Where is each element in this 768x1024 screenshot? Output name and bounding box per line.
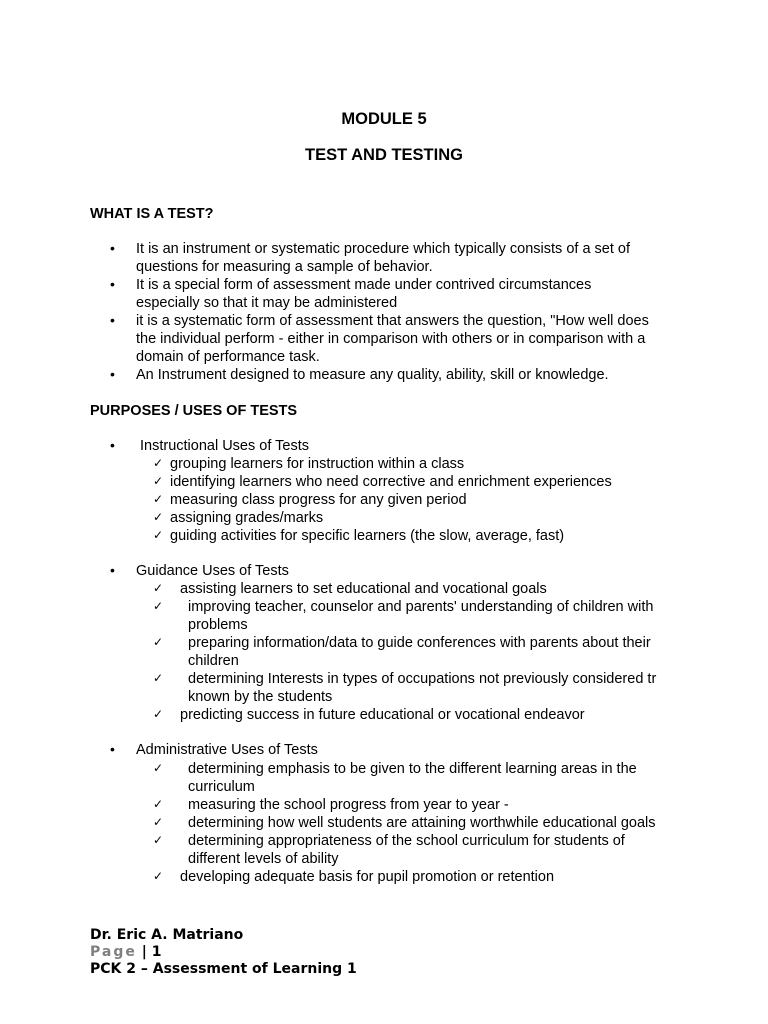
checkmark-icon: ✓ [153,761,164,775]
check-item-text: measuring the school progress from year to year - [188,797,509,813]
bullet-icon: • [110,741,115,757]
check-item-text: improving teacher, counselor and parents' understanding of children with problems [188,599,654,633]
list-item-label: Guidance Uses of Tests [136,563,289,579]
checkmark-icon: ✓ [153,671,164,685]
check-item-text: determining appropriateness of the school curriculum for students of different levels of ability [188,833,625,867]
bullet-icon: • [110,240,115,256]
page-separator: | [136,944,152,960]
footer-author: Dr. Eric A. Matriano [90,927,244,943]
list-item-text: It is an instrument or systematic procedure which typically consists of a set of questions for measuring a sample of behavior. [136,241,631,275]
page-label: Page [90,944,137,960]
section-heading-what-is-a-test: WHAT IS A TEST? [90,206,214,222]
checkmark-icon: ✓ [153,869,164,883]
check-item-text: guiding activities for specific learners (the slow, average, fast) [170,528,565,544]
check-item-text: predicting success in future educational or vocational endeavor [180,707,585,723]
page-title: TEST AND TESTING [305,146,463,164]
list-item-text: it is a systematic form of assessment that answers the question, "How well does the individual perform - either in comparison with others or in comparison with a domain of performance task. [136,313,649,365]
section-heading-purposes: PURPOSES / USES OF TESTS [90,403,298,419]
checkmark-icon: ✓ [153,510,164,524]
check-item-text: determining emphasis to be given to the different learning areas in the curriculum [188,761,637,795]
checkmark-icon: ✓ [153,474,164,488]
check-item-text: assisting learners to set educational and vocational goals [180,581,547,597]
bullet-icon: • [110,366,115,382]
bullet-icon: • [110,437,115,453]
footer-course: PCK 2 – Assessment of Learning 1 [90,961,357,977]
checkmark-icon: ✓ [153,635,164,649]
module-title: MODULE 5 [341,110,427,128]
checkmark-icon: ✓ [153,492,164,506]
checkmark-icon: ✓ [153,707,164,721]
checkmark-icon: ✓ [153,833,164,847]
list-item-label: Administrative Uses of Tests [136,742,318,758]
check-item-text: identifying learners who need corrective and enrichment experiences [170,474,612,490]
check-item-text: measuring class progress for any given period [170,492,467,508]
checkmark-icon: ✓ [153,456,164,470]
checkmark-icon: ✓ [153,599,164,613]
list-item-text: It is a special form of assessment made under contrived circumstances especially so that it may be administered [136,277,592,311]
checkmark-icon: ✓ [153,581,164,595]
bullet-icon: • [110,562,115,578]
check-item-text: determining Interests in types of occupations not previously considered tr known by the students [188,671,657,705]
footer-page-number [90,944,161,960]
checkmark-icon: ✓ [153,797,164,811]
checkmark-icon: ✓ [153,528,164,542]
bullet-icon: • [110,312,115,328]
page-number: 1 [151,944,162,960]
check-item-text: preparing information/data to guide conferences with parents about their children [188,635,651,669]
bullet-icon: • [110,276,115,292]
check-item-text: developing adequate basis for pupil promotion or retention [180,869,555,885]
check-item-text: determining how well students are attaining worthwhile educational goals [188,815,656,831]
list-item-label: Instructional Uses of Tests [140,438,309,454]
list-item-text: An Instrument designed to measure any quality, ability, skill or knowledge. [136,367,609,383]
check-item-text: grouping learners for instruction within a class [170,456,465,472]
checkmark-icon: ✓ [153,815,164,829]
check-item-text: assigning grades/marks [170,510,324,526]
